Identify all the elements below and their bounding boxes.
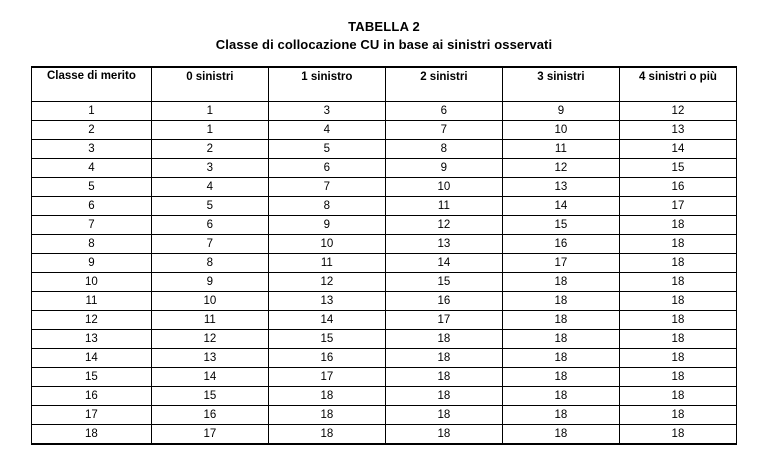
cell-classe: 16 (32, 387, 152, 406)
cell-3-sinistri: 18 (502, 311, 619, 330)
cell-0-sinistri: 1 (151, 121, 268, 140)
cell-classe: 7 (32, 216, 152, 235)
cell-classe: 9 (32, 254, 152, 273)
cell-4-sinistri: 18 (619, 349, 736, 368)
cell-4-sinistri: 14 (619, 140, 736, 159)
cell-3-sinistri: 18 (502, 273, 619, 292)
cell-0-sinistri: 17 (151, 425, 268, 445)
cell-2-sinistri: 18 (385, 330, 502, 349)
cell-classe: 11 (32, 292, 152, 311)
table-subtitle: Classe di collocazione CU in base ai sinistri osservati (215, 37, 553, 52)
cell-1-sinistro: 10 (268, 235, 385, 254)
cell-1-sinistro: 8 (268, 197, 385, 216)
cell-2-sinistri: 8 (385, 140, 502, 159)
cell-2-sinistri: 15 (385, 273, 502, 292)
cell-1-sinistro: 7 (268, 178, 385, 197)
cell-1-sinistro: 13 (268, 292, 385, 311)
cell-0-sinistri: 9 (151, 273, 268, 292)
cell-classe: 1 (32, 102, 152, 121)
cell-2-sinistri: 7 (385, 121, 502, 140)
cell-4-sinistri: 18 (619, 330, 736, 349)
table-row (32, 159, 737, 178)
cell-3-sinistri: 18 (502, 292, 619, 311)
cell-classe: 4 (32, 159, 152, 178)
cell-4-sinistri: 18 (619, 406, 736, 425)
table-row (32, 235, 737, 254)
cell-4-sinistri: 17 (619, 197, 736, 216)
cell-0-sinistri: 15 (151, 387, 268, 406)
cell-1-sinistro: 3 (268, 102, 385, 121)
table-body (32, 102, 737, 445)
cell-4-sinistri: 18 (619, 254, 736, 273)
cell-4-sinistri: 18 (619, 235, 736, 254)
table-row (32, 216, 737, 235)
column-header-classe-di-merito: Classe di merito (32, 67, 152, 102)
table-row (32, 368, 737, 387)
cell-1-sinistro: 17 (268, 368, 385, 387)
table-row (32, 140, 737, 159)
cell-classe: 18 (32, 425, 152, 445)
cell-0-sinistri: 3 (151, 159, 268, 178)
cell-3-sinistri: 18 (502, 349, 619, 368)
table-header (32, 67, 737, 102)
table-row (32, 425, 737, 445)
column-header-4-sinistri-o-piu: 4 sinistri o più (619, 67, 736, 102)
cell-1-sinistro: 16 (268, 349, 385, 368)
cell-1-sinistro: 18 (268, 387, 385, 406)
cell-classe: 3 (32, 140, 152, 159)
cell-2-sinistri: 11 (385, 197, 502, 216)
column-header-3-sinistri: 3 sinistri (502, 67, 619, 102)
table-row (32, 406, 737, 425)
cell-4-sinistri: 13 (619, 121, 736, 140)
cell-4-sinistri: 18 (619, 311, 736, 330)
cell-4-sinistri: 12 (619, 102, 736, 121)
cell-0-sinistri: 14 (151, 368, 268, 387)
cell-3-sinistri: 18 (502, 368, 619, 387)
cell-classe: 13 (32, 330, 152, 349)
cell-2-sinistri: 14 (385, 254, 502, 273)
merit-class-table (31, 66, 737, 445)
cell-3-sinistri: 15 (502, 216, 619, 235)
cell-classe: 12 (32, 311, 152, 330)
cell-3-sinistri: 16 (502, 235, 619, 254)
cell-3-sinistri: 17 (502, 254, 619, 273)
cell-3-sinistri: 18 (502, 406, 619, 425)
cell-0-sinistri: 6 (151, 216, 268, 235)
document-title-block (30, 18, 738, 54)
cell-classe: 8 (32, 235, 152, 254)
cell-2-sinistri: 12 (385, 216, 502, 235)
cell-4-sinistri: 16 (619, 178, 736, 197)
cell-0-sinistri: 10 (151, 292, 268, 311)
cell-4-sinistri: 18 (619, 216, 736, 235)
cell-1-sinistro: 12 (268, 273, 385, 292)
cell-1-sinistro: 15 (268, 330, 385, 349)
table-row (32, 349, 737, 368)
cell-2-sinistri: 16 (385, 292, 502, 311)
column-header-2-sinistri: 2 sinistri (385, 67, 502, 102)
cell-classe: 6 (32, 197, 152, 216)
cell-3-sinistri: 18 (502, 387, 619, 406)
cell-1-sinistro: 18 (268, 406, 385, 425)
cell-1-sinistro: 4 (268, 121, 385, 140)
cell-2-sinistri: 10 (385, 178, 502, 197)
cell-2-sinistri: 17 (385, 311, 502, 330)
cell-classe: 15 (32, 368, 152, 387)
cell-3-sinistri: 10 (502, 121, 619, 140)
cell-3-sinistri: 13 (502, 178, 619, 197)
cell-3-sinistri: 9 (502, 102, 619, 121)
cell-4-sinistri: 18 (619, 273, 736, 292)
column-header-0-sinistri: 0 sinistri (151, 67, 268, 102)
table-row (32, 178, 737, 197)
cell-2-sinistri: 13 (385, 235, 502, 254)
column-header-1-sinistro: 1 sinistro (268, 67, 385, 102)
cell-2-sinistri: 9 (385, 159, 502, 178)
table-header-row (32, 67, 737, 102)
cell-classe: 5 (32, 178, 152, 197)
cell-1-sinistro: 5 (268, 140, 385, 159)
cell-0-sinistri: 4 (151, 178, 268, 197)
table-number-title: TABELLA 2 (348, 19, 420, 34)
cell-4-sinistri: 18 (619, 368, 736, 387)
cell-0-sinistri: 16 (151, 406, 268, 425)
cell-4-sinistri: 18 (619, 387, 736, 406)
cell-3-sinistri: 18 (502, 330, 619, 349)
cell-1-sinistro: 14 (268, 311, 385, 330)
cell-0-sinistri: 11 (151, 311, 268, 330)
cell-2-sinistri: 18 (385, 406, 502, 425)
cell-classe: 17 (32, 406, 152, 425)
cell-0-sinistri: 1 (151, 102, 268, 121)
cell-1-sinistro: 6 (268, 159, 385, 178)
cell-classe: 10 (32, 273, 152, 292)
cell-4-sinistri: 18 (619, 425, 736, 445)
cell-classe: 2 (32, 121, 152, 140)
cell-3-sinistri: 11 (502, 140, 619, 159)
cell-1-sinistro: 9 (268, 216, 385, 235)
cell-2-sinistri: 18 (385, 349, 502, 368)
table-row (32, 330, 737, 349)
cell-4-sinistri: 18 (619, 292, 736, 311)
cell-0-sinistri: 5 (151, 197, 268, 216)
table-row (32, 197, 737, 216)
cell-0-sinistri: 7 (151, 235, 268, 254)
cell-3-sinistri: 14 (502, 197, 619, 216)
cell-1-sinistro: 18 (268, 425, 385, 445)
cell-classe: 14 (32, 349, 152, 368)
cell-0-sinistri: 13 (151, 349, 268, 368)
cell-2-sinistri: 18 (385, 425, 502, 445)
cell-0-sinistri: 2 (151, 140, 268, 159)
table-row (32, 121, 737, 140)
table-row (32, 102, 737, 121)
table-row (32, 292, 737, 311)
cell-2-sinistri: 6 (385, 102, 502, 121)
cell-2-sinistri: 18 (385, 368, 502, 387)
cell-4-sinistri: 15 (619, 159, 736, 178)
cell-3-sinistri: 12 (502, 159, 619, 178)
cell-2-sinistri: 18 (385, 387, 502, 406)
table-row (32, 273, 737, 292)
table-row (32, 387, 737, 406)
cell-3-sinistri: 18 (502, 425, 619, 445)
table-row (32, 311, 737, 330)
cell-0-sinistri: 8 (151, 254, 268, 273)
cell-0-sinistri: 12 (151, 330, 268, 349)
table-row (32, 254, 737, 273)
cell-1-sinistro: 11 (268, 254, 385, 273)
